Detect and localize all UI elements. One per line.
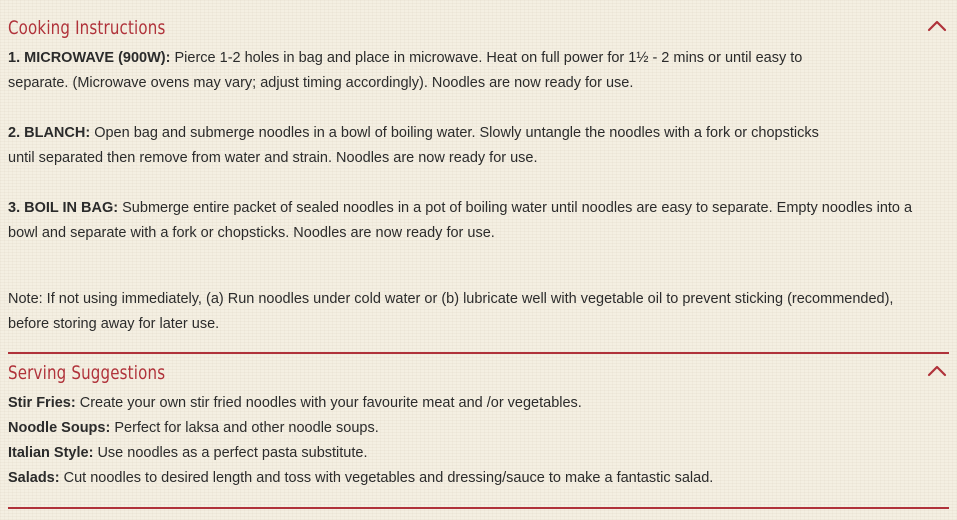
serving-suggestions-title: Serving Suggestions [8, 362, 166, 384]
step-microwave-line1: 1. MICROWAVE (900W): Pierce 1-2 holes in bag and place in microwave. Heat on full power for 1½ - 2 mins or until easy to [8, 50, 803, 66]
chevron-up-icon[interactable] [927, 364, 947, 378]
step-microwave-line2: separate. (Microwave ovens may vary; adjust timing accordingly). Noodles are now ready for use. [8, 75, 634, 91]
list-item: Noodle Soups: Perfect for laksa and other noodle soups. [8, 420, 379, 436]
step-boil-line1: 3. BOIL IN BAG: Submerge entire packet of sealed noodles in a pot of boiling water until noodles are easy to separate. Empty noodles into a [8, 200, 913, 216]
list-item: Italian Style: Use noodles as a perfect pasta substitute. [8, 445, 368, 461]
step-blanch-label: 2. BLANCH: [8, 125, 91, 141]
cooking-instructions-header[interactable] [8, 17, 949, 43]
step-blanch [8, 121, 953, 171]
list-item: Salads: Cut noodles to desired length and toss with vegetables and dressing/sauce to make a fantastic salad. [8, 470, 714, 486]
cooking-instructions-title: Cooking Instructions [8, 17, 166, 39]
chevron-up-icon[interactable] [927, 19, 947, 33]
step-boil-in-bag [8, 196, 953, 246]
list-item: Stir Fries: Create your own stir fried noodles with your favourite meat and /or vegetables. [8, 395, 582, 411]
step-microwave-label: 1. MICROWAVE (900W): [8, 50, 171, 66]
step-boil-line2: bowl and separate with a fork or chopsticks. Noodles are now ready for use. [8, 225, 495, 241]
step-microwave [8, 46, 953, 96]
step-blanch-line1: 2. BLANCH: Open bag and submerge noodles in a bowl of boiling water. Slowly untangle the noodles with a fork or chopsticks [8, 125, 819, 141]
step-boil-label: 3. BOIL IN BAG: [8, 200, 119, 216]
serving-list [8, 391, 953, 491]
storage-note-line2: before storing away for later use. [8, 316, 220, 332]
storage-note [8, 287, 953, 337]
step-blanch-line2: until separated then remove from water and strain. Noodles are now ready for use. [8, 150, 538, 166]
serving-suggestions-header[interactable] [8, 362, 949, 388]
section-divider [8, 352, 949, 354]
storage-note-line1: Note: If not using immediately, (a) Run noodles under cold water or (b) lubricate well with vegetable oil to prevent sticking (recommended), [8, 291, 894, 307]
bottom-divider [8, 507, 949, 509]
